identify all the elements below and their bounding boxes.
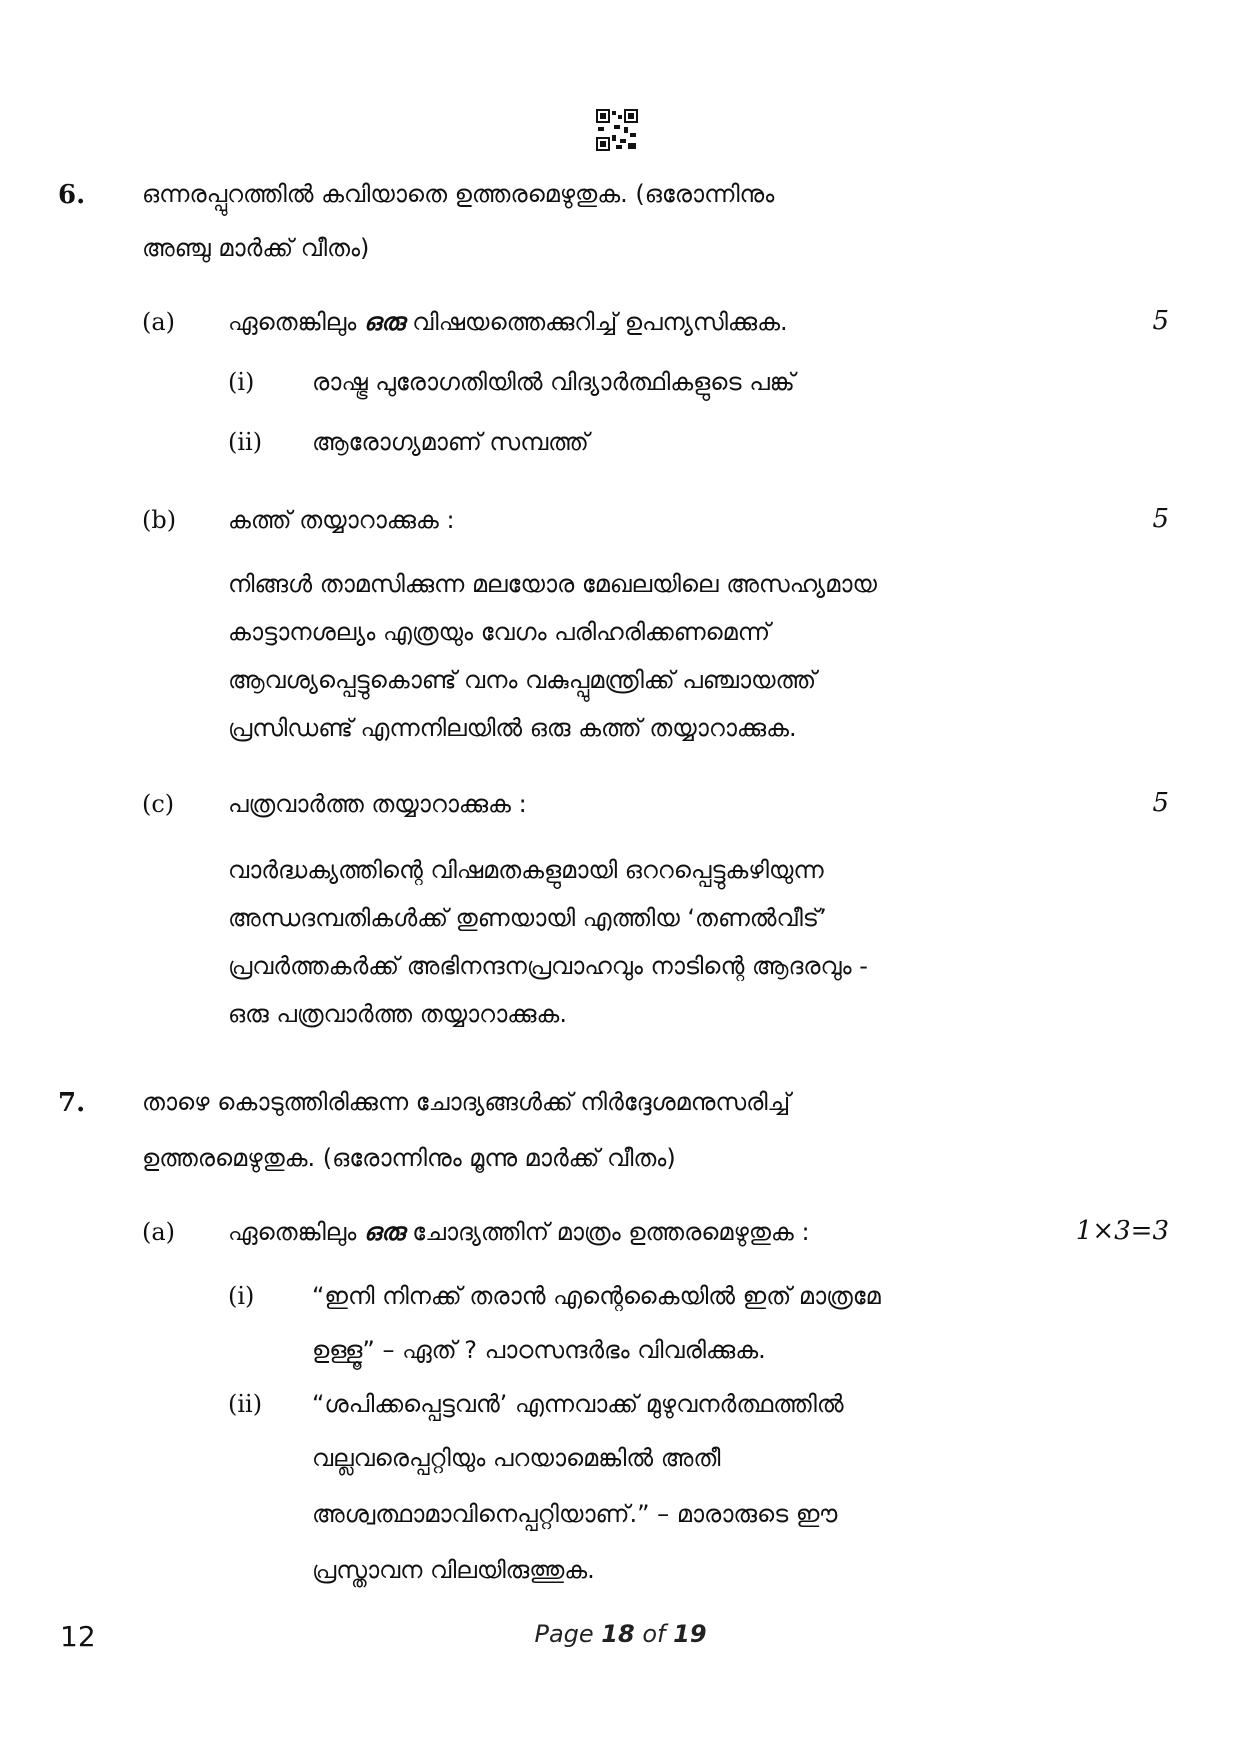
body-line: അന്ധദമ്പതികൾക്ക് തുണയായി എത്തിയ ‘തണൽവീട്’ [228, 904, 827, 932]
option-text: വല്ലവരെപ്പറ്റിയും പറയാമെങ്കിൽ അതീ [312, 1444, 721, 1472]
option-label: (i) [228, 368, 255, 396]
part-label: (b) [142, 506, 177, 534]
part-label: (c) [142, 790, 175, 818]
option-label: (ii) [228, 428, 263, 456]
option-text: ആരോഗ്യമാണ് സമ്പത്ത് [312, 428, 589, 456]
prompt-emphasis: ഒരു [363, 308, 405, 336]
question-number: 6. [58, 180, 86, 210]
question-instruction: ഉത്തരമെഴുതുക. (ഒരോന്നിനും മൂന്നു മാർക്ക് വീതം) [142, 1144, 676, 1172]
marks: 5 [1152, 504, 1169, 534]
option-text: ഉള്ളൂ” – ഏത് ? പാഠസന്ദർഭം വിവരിക്കുക. [312, 1336, 766, 1364]
prompt-text: ഏതെങ്കിലും [228, 1218, 364, 1246]
part-label: (a) [142, 308, 176, 336]
option-label: (ii) [228, 1390, 263, 1418]
part-prompt [228, 308, 788, 336]
part-label: (a) [142, 1218, 176, 1246]
option-label: (i) [228, 1282, 255, 1310]
page-current: 18 [601, 1620, 635, 1648]
question-instruction: താഴെ കൊടുത്തിരിക്കുന്ന ചോദ്യങ്ങൾക്ക് നിർദ്ദേശമനുസരിച്ച് [142, 1088, 791, 1116]
part-prompt: പത്രവാർത്ത തയ്യാറാക്കുക : [228, 790, 527, 818]
page-word: Page [534, 1620, 594, 1648]
prompt-emphasis: ഒരു [363, 1218, 405, 1246]
prompt-text: ഏതെങ്കിലും [228, 308, 364, 336]
option-text: രാഷ്ട്ര പുരോഗതിയിൽ വിദ്യാർത്ഥികളുടെ പങ്ക് [312, 368, 795, 396]
question-number: 7. [58, 1088, 86, 1118]
qr-code-icon [596, 109, 638, 151]
page-of: of [642, 1620, 666, 1648]
option-text: “ശപിക്കപ്പെട്ടവൻ’ എന്നവാക്ക് മുഴുവനർത്ഥത്തിൽ [312, 1390, 844, 1418]
prompt-text: ചോദ്യത്തിന് മാത്രം ഉത്തരമെഴുതുക : [404, 1218, 810, 1246]
marks: 5 [1152, 306, 1169, 336]
part-prompt: കത്ത് തയ്യാറാക്കുക : [228, 506, 455, 534]
question-instruction: ഒന്നരപ്പുറത്തിൽ കവിയാതെ ഉത്തരമെഴുതുക. (ഒരോന്നിനും [142, 180, 775, 208]
marks: 1×3=3 [1075, 1216, 1169, 1246]
option-text: പ്രസ്താവന വിലയിരുത്തുക. [312, 1556, 595, 1584]
body-line: പ്രസിഡണ്ട് എന്നനിലയിൽ ഒരു കത്ത് തയ്യാറാക്കുക. [228, 714, 797, 742]
question-instruction: അഞ്ചു മാർക്ക് വീതം) [142, 234, 370, 262]
page-total: 19 [673, 1620, 707, 1648]
paper-code: 12 [60, 1620, 96, 1653]
page-indicator [0, 1620, 1241, 1648]
body-line: പ്രവർത്തകർക്ക് അഭിനന്ദനപ്രവാഹവും നാടിന്റെ ആദരവും - [228, 952, 868, 980]
body-line: നിങ്ങൾ താമസിക്കുന്ന മലയോര മേഖലയിലെ അസഹ്യമായ [228, 570, 877, 598]
body-line: ആവശ്യപ്പെട്ടുകൊണ്ട് വനം വകുപ്പുമന്ത്രിക്ക് പഞ്ചായത്ത് [228, 666, 817, 694]
prompt-text: വിഷയത്തെക്കുറിച്ച് ഉപന്യസിക്കുക. [404, 308, 788, 336]
marks: 5 [1152, 788, 1169, 818]
part-prompt [228, 1218, 810, 1246]
body-line: വാർദ്ധക്യത്തിന്റെ വിഷമതകളുമായി ഒററപ്പെട്ടുകഴിയുന്ന [228, 856, 824, 884]
body-line: കാട്ടാനശല്യം എത്രയും വേഗം പരിഹരിക്കണമെന്ന് [228, 618, 771, 646]
option-text: “ഇനി നിനക്ക് തരാൻ എന്റെകൈയിൽ ഇത് മാത്രമേ [312, 1282, 881, 1310]
body-line: ഒരു പത്രവാർത്ത തയ്യാറാക്കുക. [228, 1000, 567, 1028]
option-text: അശ്വത്ഥാമാവിനെപ്പറ്റിയാണ്.” – മാരാരുടെ ഈ [312, 1500, 838, 1528]
